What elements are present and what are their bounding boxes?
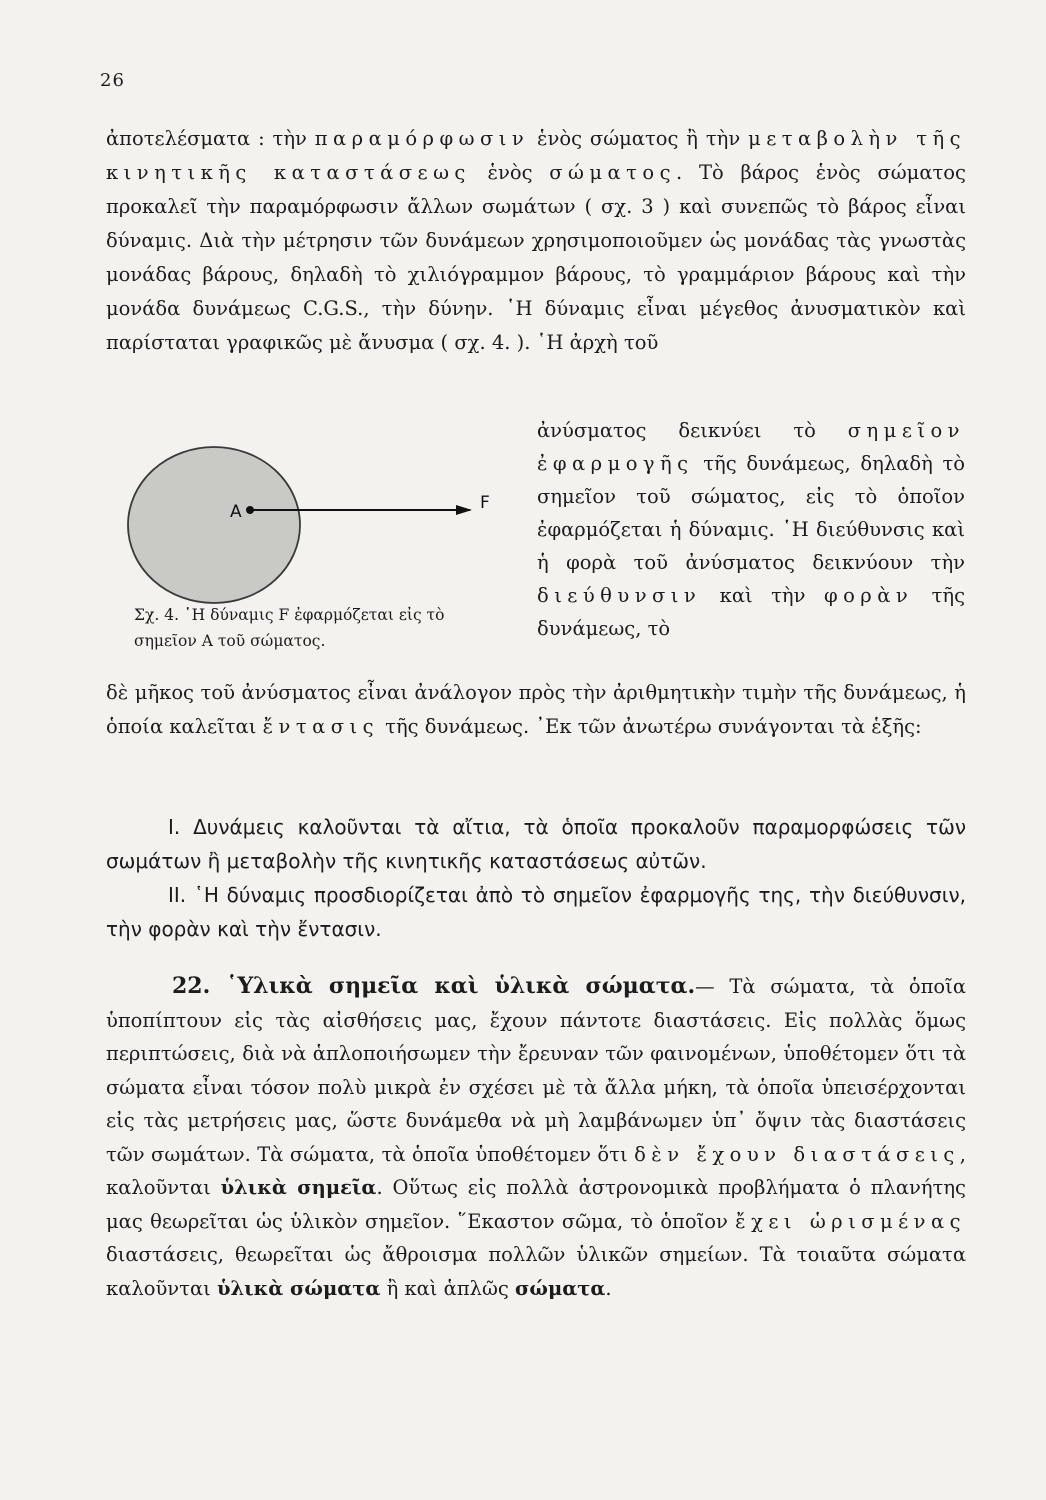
- term-no-dimensions: δὲν ἔχουν διαστάσεις: [634, 1142, 960, 1166]
- section-text: . Οὕτως εἰς πολλὰ ἀστρονομικὰ προβλήματα ὁ πλανήτης μας θεωρεῖται ὡς ὑλικὸν σημεῖον. ῞Εκαστον σῶμα, τὸ ὁποῖον: [106, 1176, 966, 1233]
- side-text: ἀνύσματος δεικνύει τὸ: [537, 419, 848, 442]
- page-number: 26: [100, 70, 125, 91]
- side-text: καὶ τὴν: [701, 584, 824, 607]
- force-vector-arrowhead: [456, 505, 472, 515]
- side-text: τῆς δυνάμεως, τὸ: [537, 584, 966, 640]
- section-text: .: [605, 1276, 612, 1300]
- section-heading: 22. ῾Υλικὰ σημεῖα καὶ ὑλικὰ σώματα.: [172, 973, 696, 999]
- intro-text: . Τὸ βάρος ἑνὸς σώματος προκαλεῖ τὴν παραμόρφωσιν ἄλλων σωμάτων ( σχ. 3 ) καὶ συνεπῶς τὸ βάρος εἶναι δύναμις. Διὰ τὴν μέτρησιν τῶν δυνάμεων χρησιμοποιοῦμεν ὡς μονάδας τὰς γνωστὰς μονάδας βάρους, δηλαδὴ τὸ χιλιόγραμμον βάρους, τὸ γραμμάριον βάρους καὶ τὴν μονάδα δυνάμεως C.G.S., τὴν δύνην. ῾Η δύναμις εἶναι μέγεθος ἀνυσματικὸν καὶ παρίσταται γραφικῶς μὲ ἄνυσμα ( σχ. 4. ). ῾Η ἀρχὴ τοῦ: [106, 161, 966, 354]
- term-material-points: ὑλικὰ σημεῖα: [220, 1176, 377, 1199]
- label-f: F: [480, 493, 490, 513]
- term-deformation: παραμόρφωσιν: [314, 127, 530, 150]
- intro-text: ἑνὸς: [470, 161, 550, 184]
- body-shape: [128, 447, 300, 603]
- section-text: διαστάσεις, θεωρεῖται ὡς ἄθροισμα πολλῶν ὑλικῶν σημείων. Τὰ τοιαῦτα σώματα καλοῦνται: [106, 1243, 966, 1300]
- section-22-paragraph: [106, 970, 966, 1305]
- term-bodies: σώματα: [515, 1276, 606, 1300]
- side-text: τῆς δυνάμεως, δηλαδὴ τὸ σημεῖον τοῦ σώματος, εἰς τὸ ὁποῖον ἐφαρμόζεται ἡ δύναμις. ῾Η διεύθυνσις καὶ ἡ φορὰ τοῦ ἀνύσματος δεικνύουν τὴν: [537, 452, 965, 574]
- term-change-of-motion: μεταβολὴν τῆς κινητικῆς καταστάσεως: [106, 127, 966, 184]
- term-sense: φορὰν: [823, 584, 914, 607]
- section-text: ἢ καὶ ἁπλῶς: [380, 1276, 516, 1300]
- label-a: A: [230, 502, 242, 522]
- intro-paragraph: [106, 122, 966, 360]
- term-body: σώματος: [549, 161, 677, 184]
- section-text: — Τὰ σώματα, τὰ ὁποῖα ὑποπίπτουν εἰς τὰς αἰσθήσεις μας, ἔχουν πάντοτε διαστάσεις. Εἰς πολλὰς ὅμως περιπτώσεις, διὰ νὰ ἁπλοποιήσωμεν τὴν ἔρευναν τῶν φαινομένων, ὑποθέτομεν ὅτι τὰ σώματα εἶναι τόσον πολὺ μικρὰ ἐν σχέσει μὲ τὰ ἄλλα μήκη, τὰ ὁποῖα ὑπεισέρχονται εἰς τὰς μετρήσεις μας, ὥστε δυνάμεθα νὰ μὴ λαμβάνωμεν ὑπ᾽ ὄψιν τὰς διαστάσεις τῶν σωμάτων. Τὰ σώματα, τὰ ὁποῖα ὑποθέτομεν ὅτι: [106, 975, 966, 1166]
- term-material-bodies: ὑλικὰ σώματα: [216, 1276, 381, 1300]
- continuation-text: τῆς δυνάμεως. ᾽Εκ τῶν ἀνωτέρω συνάγονται τὰ ἑξῆς:: [378, 715, 922, 738]
- section-text: , καλοῦνται: [106, 1142, 966, 1199]
- intro-text: ἀποτελέσματα : τὴν: [106, 127, 315, 150]
- term-has-definite: ἔχει ὡρισμένας: [735, 1209, 966, 1233]
- figure-caption: Σχ. 4. ῾Η δύναμις F ἐφαρμόζεται εἰς τὸ σημεῖον A τοῦ σώματος.: [134, 606, 445, 650]
- rule-one: I. Δυνάμεις καλοῦνται τὰ αἴτια, τὰ ὁποῖα προκαλοῦν παραμορφώσεις τῶν σωμάτων ἢ μεταβολὴν τῆς κινητικῆς καταστάσεως αὐτῶν.: [106, 815, 966, 873]
- term-intensity: ἔντασις: [262, 715, 379, 738]
- term-point-of-application: σημεῖον ἐφαρμογῆς: [537, 419, 965, 475]
- rule-two: II. ῾Η δύναμις προσδιορίζεται ἀπὸ τὸ σημεῖον ἐφαρμογῆς της, τὴν διεύθυνσιν, τὴν φορὰν καὶ τὴν ἔντασιν.: [106, 883, 966, 941]
- side-paragraph: [537, 414, 965, 645]
- continuation-paragraph: [106, 676, 966, 744]
- term-direction: διεύθυνσιν: [537, 584, 702, 607]
- continuation-text: δὲ μῆκος τοῦ ἀνύσματος εἶναι ἀνάλογον πρὸς τὴν ἀριθμητικὴν τιμὴν τῆς δυνάμεως, ἡ ὁποία καλεῖται: [106, 681, 966, 738]
- intro-text: ἑνὸς σώματος ἢ τὴν: [529, 127, 749, 150]
